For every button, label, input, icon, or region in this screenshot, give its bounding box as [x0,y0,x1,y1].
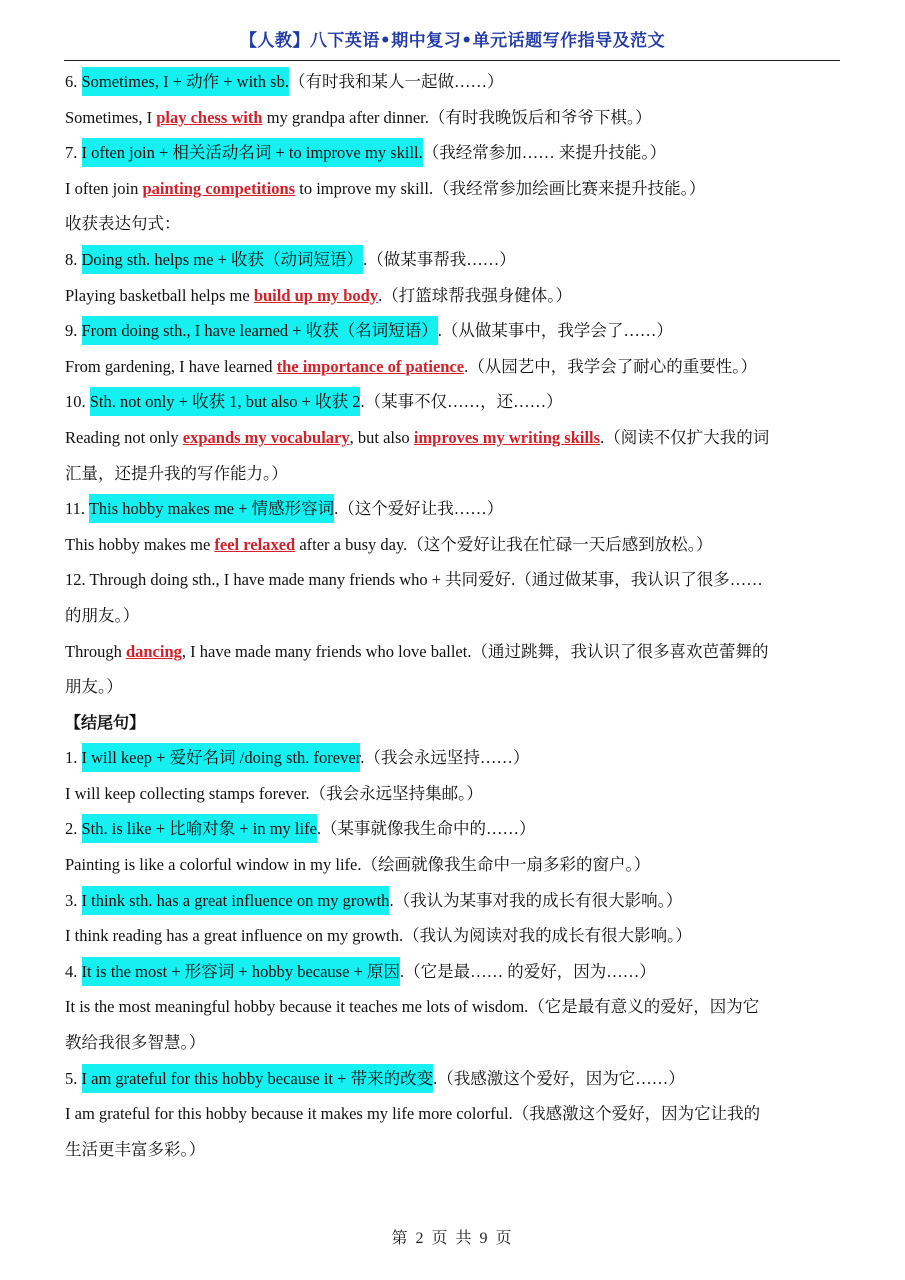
text-segment: 11. [65,499,89,519]
text-segment: .（某事就像我生命中的……） [316,819,536,839]
text-segment: .（从做某事中，我学会了……） [437,321,673,341]
text-segment: 3. [65,890,82,910]
text-line [65,349,845,385]
sentence-pattern-highlight: From doing sth., I have learned + 收获（名词短语） [82,316,438,345]
text-segment: 6. [65,72,82,91]
text-line [65,135,845,171]
text-segment: .（它是最…… 的爱好，因为……） [399,961,656,981]
text-segment: It is the most meaningful hobby because it teaches me lots of wisdom.（它是最有意义的爱好，因为它 [65,997,760,1017]
text-line [65,634,845,670]
text-line [65,989,845,1025]
text-segment: I will keep collecting stamps forever.（我会永远坚持集邮。） [65,783,483,803]
text-segment: Playing basketball helps me [65,285,254,305]
text-line [65,954,845,990]
text-segment: .（我会永远坚持……） [360,748,530,768]
document-body [65,64,845,1167]
text-segment: Reading not only [65,427,183,447]
section-heading: 【结尾句】 [65,712,146,732]
text-segment: .（我感激这个爱好，因为它……） [433,1068,685,1088]
text-segment: , I have made many friends who love ballet.（通过跳舞，我认识了很多喜欢芭蕾舞的 [181,641,769,661]
text-line [65,669,845,705]
example-keyword: feel relaxed [214,534,296,554]
text-segment: This hobby makes me [65,534,215,554]
text-segment: I think reading has a great influence on my growth.（我认为阅读对我的成长有很大影响。） [65,926,692,946]
text-line [65,278,845,314]
text-line [65,740,845,776]
text-line [65,776,845,812]
text-segment: I often join [65,178,143,198]
sentence-pattern-highlight: Sth. not only + 收获 1, but also + 收获 2 [90,387,361,416]
sentence-pattern-highlight: I am grateful for this hobby because it + 带来的改变 [82,1064,434,1093]
text-line [65,242,845,278]
text-line [65,1025,845,1061]
text-segment: 5. [65,1068,82,1088]
sentence-pattern-highlight: Sth. is like + 比喻对象 + in my life [82,814,317,843]
text-segment: to improve my skill.（我经常参加绘画比赛来提升技能。） [295,178,706,198]
text-segment: .（这个爱好让我……） [334,499,504,519]
sentence-pattern-highlight: This hobby makes me + 情感形容词 [89,494,334,523]
text-segment: .（某事不仅……，还……） [360,392,563,412]
text-segment: 收获表达句式： [65,214,181,234]
example-keyword: dancing [125,641,182,661]
text-line [65,527,845,563]
text-segment: Sometimes, I [65,107,157,127]
example-keyword: painting competitions [142,178,296,198]
example-keyword: play chess with [156,107,263,127]
text-segment: 10. [65,392,90,412]
text-segment: 1. [65,748,82,768]
text-segment: Through [65,641,126,661]
sentence-pattern-highlight: It is the most + 形容词 + hobby because + 原因 [82,957,400,986]
text-segment: 9. [65,321,82,341]
text-line [65,1132,845,1168]
text-line [65,420,845,456]
text-segment: 7. [65,143,82,163]
text-segment: 汇量，还提升我的写作能力。） [65,463,288,483]
text-segment: .（打篮球帮我强身健体。） [378,285,572,305]
text-line [65,811,845,847]
text-segment: I am grateful for this hobby because it makes my life more colorful.（我感激这个爱好，因为它让我的 [65,1104,761,1124]
example-keyword: build up my body [253,285,379,305]
text-segment: 生活更丰富多彩。） [65,1139,206,1159]
text-segment: 8. [65,249,82,269]
text-segment: （我经常参加…… 来提升技能。） [422,143,667,163]
text-segment: 教给我很多智慧。） [65,1033,206,1053]
text-segment: （有时我和某人一起做……） [288,72,504,91]
text-segment: 4. [65,961,82,981]
text-segment: 朋友。） [65,677,123,697]
example-keyword: the importance of patience [276,356,465,376]
text-line [65,206,845,242]
text-segment: .（我认为某事对我的成长有很大影响。） [389,890,683,910]
header-divider [64,60,840,61]
text-line [65,562,845,598]
sentence-pattern-highlight: I will keep + 爱好名词 /doing sth. forever [82,743,361,772]
text-line [65,847,845,883]
text-line [65,883,845,919]
text-segment: my grandpa after dinner.（有时我晚饭后和爷爷下棋。） [262,107,652,127]
text-line [65,705,845,741]
sentence-pattern-highlight: I think sth. has a great influence on my growth [82,886,390,915]
text-line [65,456,845,492]
sentence-pattern-highlight: I often join + 相关活动名词 + to improve my skill. [82,138,423,167]
example-keyword: expands my vocabulary [182,427,350,447]
example-keyword: improves my writing skills [413,427,601,447]
text-line [65,1096,845,1132]
text-segment: .（从园艺中，我学会了耐心的重要性。） [464,356,757,376]
text-line [65,313,845,349]
text-segment: .（做某事帮我……） [363,249,516,269]
text-segment: From gardening, I have learned [65,356,277,376]
sentence-pattern-highlight: Sometimes, I + 动作 + with sb. [82,67,289,96]
text-segment: .（阅读不仅扩大我的词 [600,427,770,447]
text-segment: 12. Through doing sth., I have made many friends who + 共同爱好.（通过做某事，我认识了很多…… [65,570,763,590]
text-line [65,918,845,954]
text-line [65,1061,845,1097]
text-line [65,491,845,527]
text-segment: after a busy day.（这个爱好让我在忙碌一天后感到放松。） [295,534,713,554]
text-line [65,384,845,420]
text-segment: , but also [349,427,414,447]
text-segment: Painting is like a colorful window in my life.（绘画就像我生命中一扇多彩的窗户。） [65,855,651,875]
page-number: 第 2 页 共 9 页 [391,1230,514,1247]
text-line [65,64,845,100]
text-segment: 的朋友。） [65,605,140,625]
text-line [65,171,845,207]
text-segment: 2. [65,819,82,839]
page-header-title: 【人教】八下英语•期中复习•单元话题写作指导及范文 [239,31,666,51]
sentence-pattern-highlight: Doing sth. helps me + 收获（动词短语） [82,245,364,274]
text-line [65,598,845,634]
text-line [65,100,845,136]
